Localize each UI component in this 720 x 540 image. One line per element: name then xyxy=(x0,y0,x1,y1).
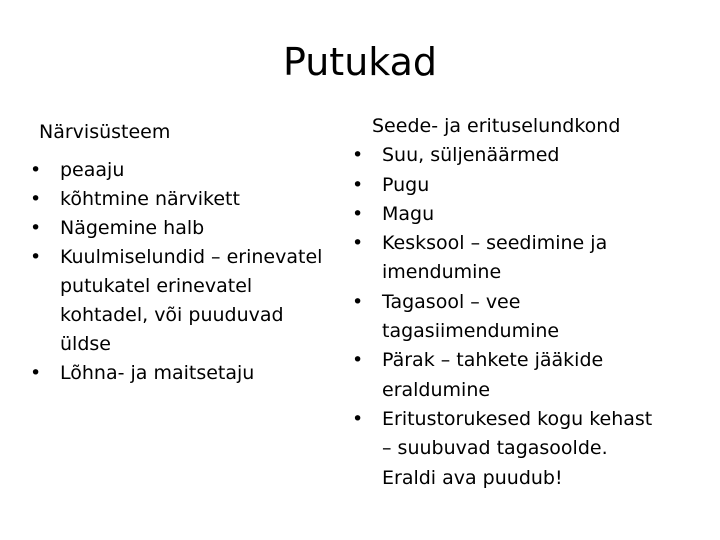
list-item: • Kuulmiselundid – erinevatel putukatel erinevatel kohtadel, või puuduvad üldse xyxy=(30,243,330,359)
list-item: • kõhtmine närvikett xyxy=(30,185,340,214)
nervous-system-heading: Närvisüsteem xyxy=(39,121,171,143)
list-item: • Magu xyxy=(352,200,692,229)
digestive-system-heading: Seede- ja erituselundkond xyxy=(372,115,621,137)
slide-title: Putukad xyxy=(282,40,438,84)
list-item: • Pugu xyxy=(352,171,692,200)
list-item: • Suu, süljenäärmed xyxy=(352,141,692,170)
digestive-system-column xyxy=(352,112,692,493)
list-item: • Nägemine halb xyxy=(30,214,340,243)
list-item: • Pärak – tahkete jääkide eraldumine xyxy=(352,346,642,405)
list-item: • Lõhna- ja maitsetaju xyxy=(30,359,340,388)
list-item: • Tagasool – vee tagasiimendumine xyxy=(352,288,582,347)
list-item: • Kesksool – seedimine ja imendumine xyxy=(352,229,617,288)
nervous-system-column xyxy=(30,118,340,388)
list-item: • peaaju xyxy=(30,156,310,185)
nervous-system-list xyxy=(30,156,340,388)
digestive-system-list xyxy=(352,141,692,493)
list-item: • Eritustorukesed kogu kehast – suubuvad tagasoolde. Eraldi ava puudub! xyxy=(352,405,657,493)
